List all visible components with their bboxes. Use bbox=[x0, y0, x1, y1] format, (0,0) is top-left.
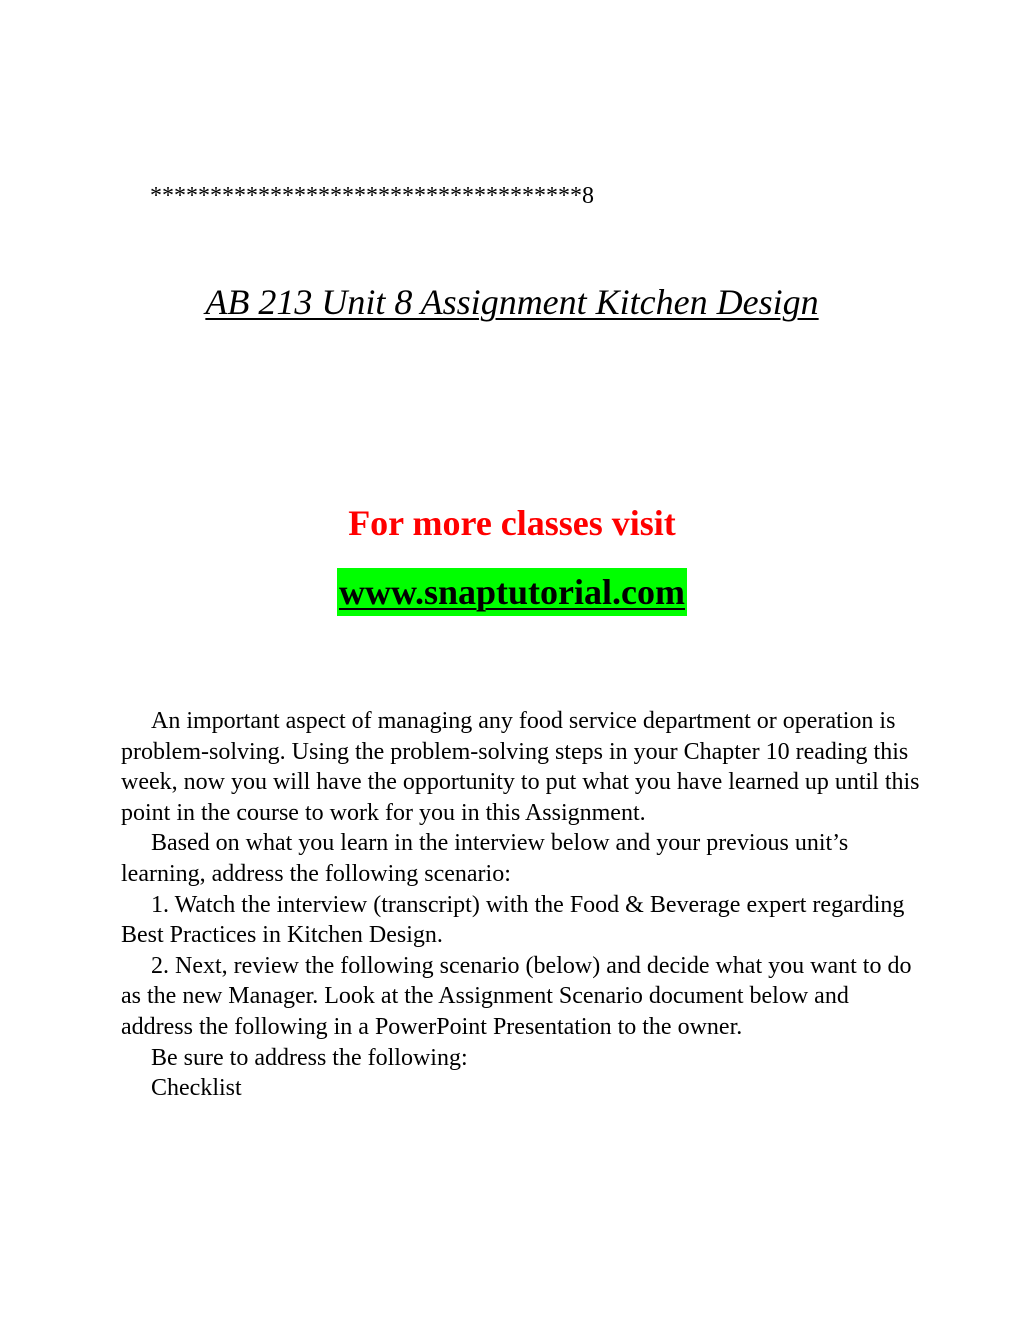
asterisk-separator: ************************************8 bbox=[150, 183, 594, 209]
paragraph-step-2: 2. Next, review the following scenario (below) and decide what you want to do as the new Manager. Look at the Assignment Scenario document below and address the following in a PowerPoint Presentation to the owner. bbox=[121, 952, 912, 1040]
website-link[interactable]: www.snaptutorial.com bbox=[337, 568, 687, 616]
document-title-text: AB 213 Unit 8 Assignment Kitchen Design bbox=[205, 282, 819, 322]
document-title bbox=[0, 278, 1024, 326]
paragraph-address: Be sure to address the following: bbox=[151, 1044, 468, 1071]
promo-heading: For more classes visit bbox=[348, 503, 676, 543]
paragraph-step-1: 1. Watch the interview (transcript) with the Food & Beverage expert regarding Best Practices in Kitchen Design. bbox=[121, 891, 905, 949]
paragraph-scenario: Based on what you learn in the interview below and your previous unit’s learning, address the following scenario: bbox=[121, 830, 849, 887]
promo-link-container bbox=[0, 568, 1024, 616]
paragraph-intro: An important aspect of managing any food service department or operation is problem-solving. Using the problem-solving steps in your Chapter 10 reading this week, now you will have the opportunity to put what you have learned up until this point in the course to work for you in this Assignment. bbox=[121, 708, 920, 826]
paragraph-checklist: Checklist bbox=[151, 1075, 242, 1102]
assignment-body bbox=[121, 706, 921, 1104]
